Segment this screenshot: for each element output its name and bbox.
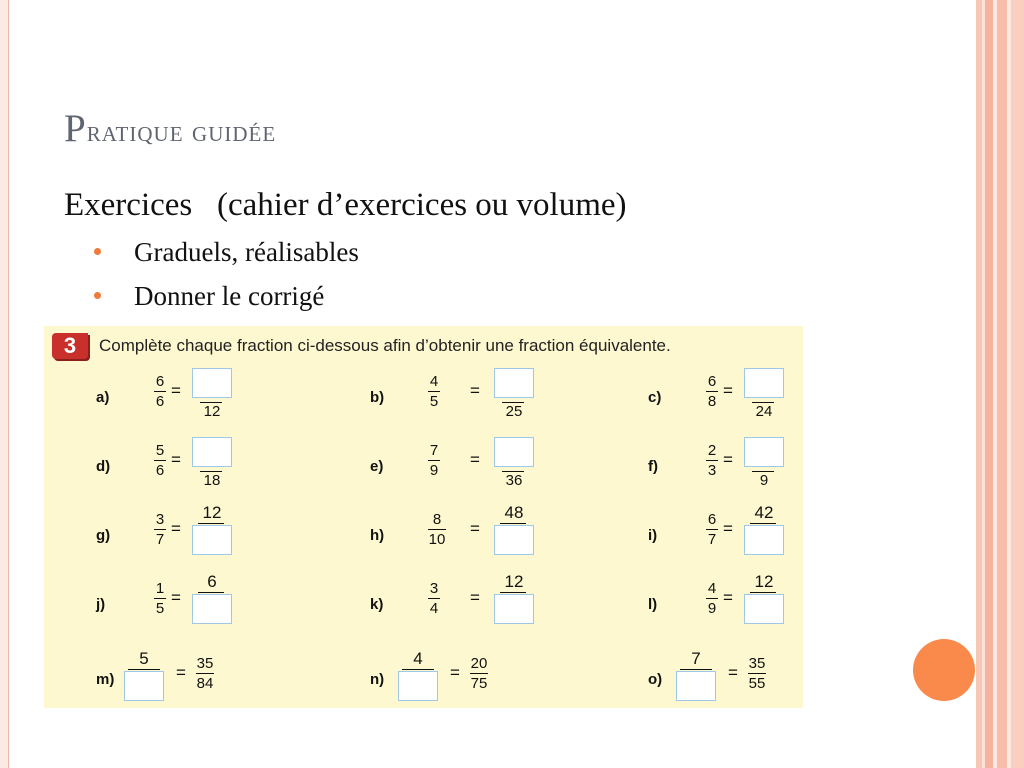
fraction-bar — [748, 673, 766, 674]
fraction-numerator: 3 — [155, 511, 165, 528]
fraction-denominator: 10 — [428, 531, 446, 548]
given-numerator: 12 — [504, 572, 524, 591]
answer-box[interactable] — [192, 525, 232, 555]
given-denominator: 9 — [759, 472, 769, 489]
fraction-denominator: 7 — [155, 531, 165, 548]
equals-sign: = — [171, 588, 181, 607]
given-denominator: 12 — [203, 403, 221, 420]
equals-sign: = — [171, 381, 181, 400]
item-label: b) — [370, 389, 385, 406]
fraction-denominator: 75 — [470, 675, 488, 692]
equals-sign: = — [470, 381, 480, 400]
item-label: c) — [648, 389, 662, 406]
fraction-numerator: 8 — [432, 511, 442, 528]
fraction-bar — [154, 391, 166, 392]
known-fraction — [154, 511, 166, 548]
answer-box[interactable] — [494, 368, 534, 398]
known-fraction — [428, 442, 440, 479]
fraction-denominator: 84 — [196, 675, 214, 692]
fraction-numerator: 6 — [155, 373, 165, 390]
known-fraction — [154, 580, 166, 617]
given-numerator: 12 — [754, 572, 774, 591]
fraction-denominator: 5 — [429, 393, 439, 410]
bullet-item: Graduels, réalisables — [104, 236, 359, 280]
fraction-numerator: 7 — [429, 442, 439, 459]
fraction-bar — [402, 669, 434, 670]
answer-box[interactable] — [744, 594, 784, 624]
given-denominator: 18 — [203, 472, 221, 489]
answer-box[interactable] — [192, 368, 232, 398]
fraction-numerator: 4 — [429, 373, 439, 390]
fraction-numerator: 35 — [748, 655, 766, 672]
known-fraction — [706, 580, 718, 617]
exercise-instruction: Complète chaque fraction ci-dessous afin d’obtenir une fraction équivalente. — [99, 336, 671, 355]
fraction-bar — [428, 598, 440, 599]
fraction-bar — [198, 523, 224, 524]
fraction-denominator: 3 — [707, 462, 717, 479]
equals-sign: = — [470, 519, 480, 538]
fraction-bar — [154, 460, 166, 461]
known-fraction — [154, 442, 166, 479]
given-denominator: 25 — [505, 403, 523, 420]
fraction-bar — [198, 592, 224, 593]
given-numerator: 12 — [202, 503, 222, 522]
slide-left-border — [0, 0, 9, 768]
equals-sign: = — [176, 663, 186, 682]
item-label: i) — [648, 527, 658, 544]
given-numerator: 6 — [207, 572, 217, 591]
equals-sign: = — [723, 381, 733, 400]
equals-sign: = — [723, 519, 733, 538]
fraction-denominator: 9 — [429, 462, 439, 479]
fraction-denominator: 5 — [155, 600, 165, 617]
fraction-numerator: 20 — [470, 655, 488, 672]
fraction-denominator: 55 — [748, 675, 766, 692]
equals-sign: = — [450, 663, 460, 682]
known-fraction — [428, 373, 440, 410]
item-label: h) — [370, 527, 385, 544]
fraction-numerator: 3 — [429, 580, 439, 597]
equals-sign: = — [470, 450, 480, 469]
item-label: e) — [370, 458, 384, 475]
exercises-heading: Exercices (cahier d’exercices ou volume) — [64, 187, 627, 223]
given-numerator: 7 — [691, 649, 701, 668]
item-label: d) — [96, 458, 111, 475]
fraction-denominator: 8 — [707, 393, 717, 410]
exercise-item — [96, 572, 346, 656]
known-fraction — [428, 580, 440, 617]
fraction-numerator: 35 — [196, 655, 214, 672]
fraction-numerator: 5 — [155, 442, 165, 459]
answer-box[interactable] — [494, 437, 534, 467]
exercise-item — [648, 572, 898, 656]
bullet-item: Donner le corrigé — [104, 280, 359, 324]
known-fraction — [428, 511, 446, 548]
answer-box[interactable] — [192, 437, 232, 467]
answer-box[interactable] — [744, 368, 784, 398]
known-fraction — [706, 442, 718, 479]
decorative-circle — [913, 639, 975, 701]
known-fraction — [748, 655, 766, 692]
fraction-bar — [470, 673, 488, 674]
answer-box[interactable] — [192, 594, 232, 624]
exercise-item — [96, 649, 346, 731]
known-fraction — [706, 373, 718, 410]
known-fraction — [706, 511, 718, 548]
item-label: f) — [648, 458, 658, 475]
slide-title: Pratique guidée — [64, 107, 277, 150]
fraction-bar — [154, 529, 166, 530]
answer-box[interactable] — [124, 671, 164, 701]
bullet-list — [104, 236, 359, 324]
answer-box[interactable] — [744, 437, 784, 467]
fraction-bar — [750, 592, 776, 593]
equals-sign: = — [470, 588, 480, 607]
item-label: j) — [96, 596, 106, 613]
given-numerator: 4 — [413, 649, 423, 668]
fraction-denominator: 6 — [155, 393, 165, 410]
item-label: o) — [648, 671, 663, 688]
answer-box[interactable] — [398, 671, 438, 701]
fraction-numerator: 1 — [155, 580, 165, 597]
given-numerator: 5 — [139, 649, 149, 668]
fraction-bar — [154, 598, 166, 599]
fraction-denominator: 6 — [155, 462, 165, 479]
equals-sign: = — [723, 588, 733, 607]
fraction-bar — [196, 673, 214, 674]
known-fraction — [196, 655, 214, 692]
bullet-dot-icon — [94, 248, 101, 255]
exercise-number-badge: 3 — [52, 333, 88, 359]
item-label: g) — [96, 527, 111, 544]
equals-sign: = — [723, 450, 733, 469]
exercise-item — [648, 649, 898, 731]
exercise-item — [370, 649, 620, 731]
exercise-panel — [44, 326, 803, 708]
fraction-bar — [706, 529, 718, 530]
answer-box[interactable] — [744, 525, 784, 555]
answer-box[interactable] — [494, 525, 534, 555]
fraction-bar — [706, 598, 718, 599]
fraction-bar — [428, 391, 440, 392]
item-label: m) — [96, 671, 115, 688]
fraction-denominator: 7 — [707, 531, 717, 548]
fraction-bar — [706, 460, 718, 461]
answer-box[interactable] — [494, 594, 534, 624]
given-numerator: 42 — [754, 503, 774, 522]
fraction-bar — [128, 669, 160, 670]
known-fraction — [470, 655, 488, 692]
fraction-bar — [680, 669, 712, 670]
item-label: a) — [96, 389, 110, 406]
fraction-numerator: 2 — [707, 442, 717, 459]
fraction-denominator: 4 — [429, 600, 439, 617]
fraction-bar — [500, 523, 526, 524]
fraction-numerator: 4 — [707, 580, 717, 597]
fraction-bar — [428, 460, 440, 461]
fraction-denominator: 9 — [707, 600, 717, 617]
given-denominator: 24 — [755, 403, 773, 420]
fraction-numerator: 6 — [707, 511, 717, 528]
equals-sign: = — [171, 519, 181, 538]
exercise-item — [370, 572, 620, 656]
answer-box[interactable] — [676, 671, 716, 701]
decorative-stripes — [976, 0, 1024, 768]
fraction-bar — [706, 391, 718, 392]
fraction-bar — [428, 529, 446, 530]
equals-sign: = — [171, 450, 181, 469]
item-label: k) — [370, 596, 384, 613]
given-numerator: 48 — [504, 503, 524, 522]
fraction-bar — [750, 523, 776, 524]
fraction-numerator: 6 — [707, 373, 717, 390]
equals-sign: = — [728, 663, 738, 682]
known-fraction — [154, 373, 166, 410]
item-label: l) — [648, 596, 658, 613]
given-denominator: 36 — [505, 472, 523, 489]
bullet-dot-icon — [94, 292, 101, 299]
fraction-bar — [500, 592, 526, 593]
item-label: n) — [370, 671, 385, 688]
